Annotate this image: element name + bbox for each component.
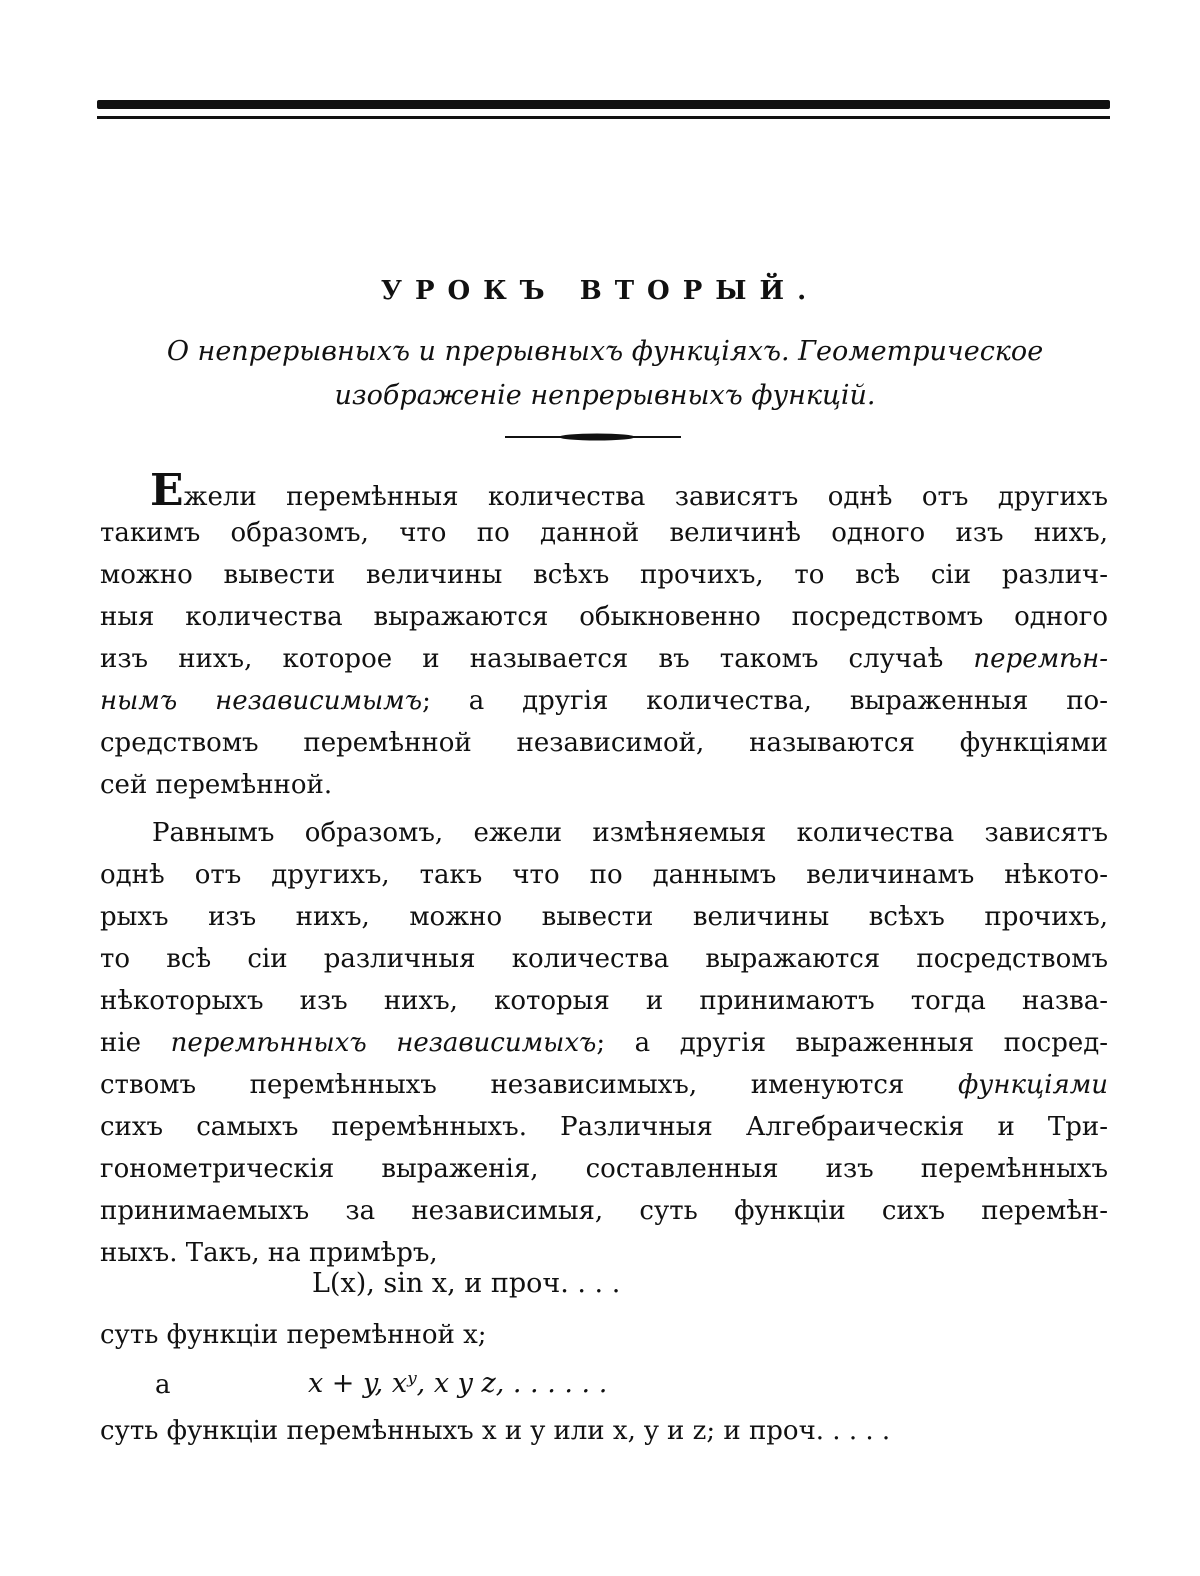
ornament-divider <box>505 430 681 444</box>
italic-term: нымъ независимымъ <box>100 686 423 716</box>
paragraph-1-line: изъ нихъ, которое и называется въ такомъ случаѣ перемѣн- <box>100 644 1108 674</box>
statement-multi-variable: суть функціи перемѣнныхъ x и y или x, y и z; и проч. . . . . <box>100 1416 891 1446</box>
top-thick-rule <box>97 100 1110 109</box>
formula-multi-variable: x + y, xʸ, x y z, . . . . . . <box>308 1368 608 1399</box>
paragraph-1-line: ныя количества выражаются обыкновенно посредствомъ одного <box>100 602 1108 632</box>
paragraph-1-line: средствомъ перемѣнной независимой, называются функціями <box>100 728 1108 758</box>
statement-single-variable: суть функціи перемѣнной x; <box>100 1320 487 1350</box>
paragraph-2 <box>100 812 1108 1274</box>
paragraph-2-line: сихъ самыхъ перемѣнныхъ. Различныя Алгебраическія и Три- <box>100 1112 1108 1142</box>
lesson-title: УРОКЪ ВТОРЫЙ. <box>380 276 820 306</box>
paragraph-1-line: можно вывести величины всѣхъ прочихъ, то всѣ сіи различ- <box>100 560 1108 590</box>
top-double-rule <box>97 100 1110 122</box>
paragraph-2-line: Равнымъ образомъ, ежели измѣняемыя количества зависятъ <box>152 818 1108 848</box>
italic-term: функціями <box>957 1070 1108 1100</box>
paragraph-1-line: Ежели перемѣнныя количества зависятъ однѣ отъ другихъ <box>100 470 1108 512</box>
paragraph-1 <box>100 470 1108 806</box>
top-thin-rule <box>97 116 1110 119</box>
formula-single-variable: L(x), sin x, и проч. . . . <box>312 1268 621 1299</box>
drop-cap: Е <box>150 470 184 512</box>
subtitle-line-1: О непрерывныхъ и прерывныхъ функціяхъ. Геометрическое <box>166 336 1044 367</box>
paragraph-1-line: нымъ независимымъ; а другія количества, выраженныя по- <box>100 686 1108 716</box>
paragraph-2-line: гонометрическія выраженія, составленныя изъ перемѣнныхъ <box>100 1154 1108 1184</box>
italic-term: перемѣнныхъ независимыхъ <box>170 1028 597 1058</box>
paragraph-2-line: рыхъ изъ нихъ, можно вывести величины всѣхъ прочихъ, <box>100 902 1108 932</box>
paragraph-2-line: ствомъ перемѣнныхъ независимыхъ, именуются функціями <box>100 1070 1108 1100</box>
paragraph-2-line: однѣ отъ другихъ, такъ что по даннымъ величинамъ нѣкото- <box>100 860 1108 890</box>
paragraph-2-line: то всѣ сіи различныя количества выражаются посредствомъ <box>100 944 1108 974</box>
paragraph-2-line: ныхъ. Такъ, на примѣръ, <box>100 1238 438 1268</box>
paragraph-2-line: нѣкоторыхъ изъ нихъ, которыя и принимаютъ тогда назва- <box>100 986 1108 1016</box>
paragraph-1-line: такимъ образомъ, что по данной величинѣ одного изъ нихъ, <box>100 518 1108 548</box>
paragraph-2-line: ніе перемѣнныхъ независимыхъ; а другія выраженныя посред- <box>100 1028 1108 1058</box>
formula-a-label: а <box>155 1370 171 1400</box>
italic-term: перемѣн- <box>973 644 1108 674</box>
paragraph-2-line: принимаемыхъ за независимыя, суть функціи сихъ перемѣн- <box>100 1196 1108 1226</box>
subtitle-line-2: изображеніе непрерывныхъ функцій. <box>334 380 876 411</box>
lesson-subtitle <box>100 330 1110 418</box>
paragraph-1-line: сей перемѣнной. <box>100 770 333 800</box>
